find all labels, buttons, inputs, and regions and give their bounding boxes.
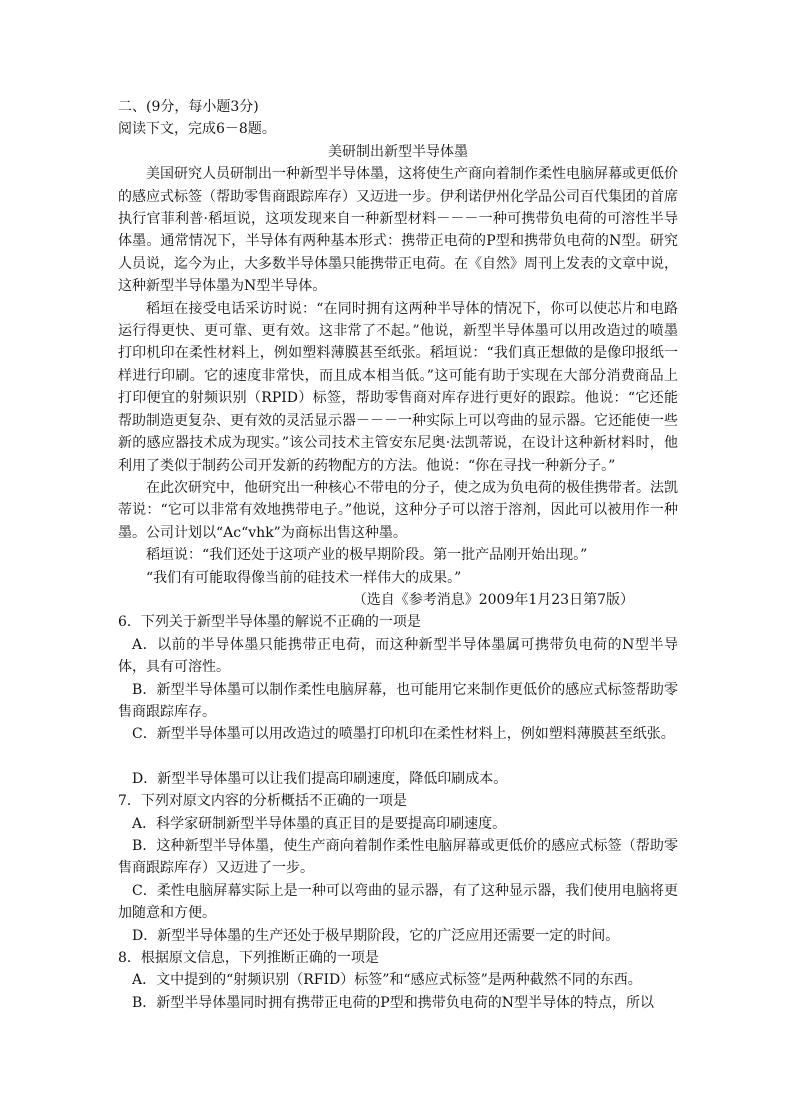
question-7-option-a: A．科学家研制新型半导体墨的真正目的是要提高印刷速度。 (132, 815, 507, 832)
question-8-option-a: A．文中提到的“射频识别（RFID）标签”和“感应式标签”是两种截然不同的东西。 (132, 972, 642, 989)
question-6-stem: 6．下列关于新型半导体墨的解说不正确的一项是 (118, 614, 421, 631)
instruction: 阅读下文，完成6－8题。 (118, 121, 276, 138)
question-6-option-a: A．以前的半导体墨只能携带正电荷，而这种新型半导体墨属可携带负电荷的N型半导体，具有可溶性。 (118, 636, 678, 676)
exam-page (118, 96, 678, 1014)
question-7-option-d: D．新型半导体墨的生产还处于极早期阶段，它的广泛应用还需要一定的时间。 (132, 927, 620, 944)
article-paragraph-2: 稻垣在接受电话采访时说：“在同时拥有这两种半导体的情况下，你可以使芯片和电路运行得更快、更可靠、更有效。这非常了不起。”他说，新型半导体墨可以用改造过的喷墨打印机印在柔性材料上，例如塑料薄膜甚至纸张。稻垣说：“我们真正想做的是像印报纸一样进行印刷。它的速度非常快，而且成本相当低。”这可能有助于实现在大部分消费商品上打印便宜的射频识别（RPID）标签，帮助零售商对库存进行更好的跟踪。他说：“它还能帮助制造更复杂、更有效的灵活显示器－－－一种实际上可以弯曲的显示器。它还能使一些新的感应器技术成为现实。”该公司技术主管安东尼奥·法凯蒂说，在设计这种新材料时，他利用了类似于制药公司开发新的药物配方的方法。他说：“你在寻找一种新分子。” (118, 300, 678, 474)
question-7-option-b: B．这种新型半导体墨，使生产商向着制作柔性电脑屏幕或更低价的感应式标签（帮助零售商跟踪库存）又迈进了一步。 (118, 838, 678, 877)
question-7-stem: 7．下列对原文内容的分析概括不正确的一项是 (118, 793, 407, 810)
question-7-option-c: C．柔性电脑屏幕实际上是一种可以弯曲的显示器，有了这种显示器，我们使用电脑将更加随意和方便。 (118, 882, 678, 922)
article-quote-line: “我们有可能取得像当前的硅技术一样伟大的成果。” (146, 569, 462, 586)
article-paragraph-1: 美国研究人员研制出一种新型半导体墨，这将使生产商向着制作柔性电脑屏幕或更低价的感应式标签（帮助零售商跟踪库存）又迈进一步。伊利诺伊州化学品公司百代集团的首席执行官菲利普·稻垣说，这项发现来自一种新型材料－－－一种可携带负电荷的可溶性半导体墨。通常情况下，半导体有两种基本形式：携带正电荷的P型和携带负电荷的N型。研究人员说，迄今为止，大多数半导体墨只能携带正电荷。在《自然》周刊上发表的文章中说，这种新型半导体墨为N型半导体。 (118, 166, 678, 295)
article-paragraph-3: 在此次研究中，他研究出一种核心不带电的分子，使之成为负电荷的极佳携带者。法凯蒂说：“它可以非常有效地携带电子。”他说，这种分子可以溶于溶剂，因此可以被用作一种墨。公司计划以“Ac“vhk”为商标出售这种墨。 (118, 479, 678, 541)
question-8-option-b: B．新型半导体墨同时拥有携带正电荷的P型和携带负电荷的N型半导体的特点，所以 (132, 994, 654, 1011)
article-source: （选自《参考消息》2009年1月23日第7版） (352, 591, 634, 608)
question-6-option-b: B．新型半导体墨可以制作柔性电脑屏幕，也可能用它来制作更低价的感应式标签帮助零售商跟踪库存。 (118, 681, 678, 720)
article-title: 美研制出新型半导体墨 (328, 143, 468, 160)
question-8-stem: 8．根据原文信息，下列推断正确的一项是 (118, 950, 379, 967)
blank-line (118, 746, 678, 768)
question-6-option-c: C．新型半导体墨可以用改造过的喷墨打印机印在柔性材料上，例如塑料薄膜甚至纸张。 (132, 726, 675, 743)
article-paragraph-4: 稻垣说：“我们还处于这项产业的极早期阶段。第一批产品刚开始出现。” (146, 547, 588, 564)
section-header: 二、(9分，每小题3分) (118, 99, 259, 115)
question-6-option-d: D．新型半导体墨可以让我们提高印刷速度，降低印刷成本。 (132, 770, 508, 787)
